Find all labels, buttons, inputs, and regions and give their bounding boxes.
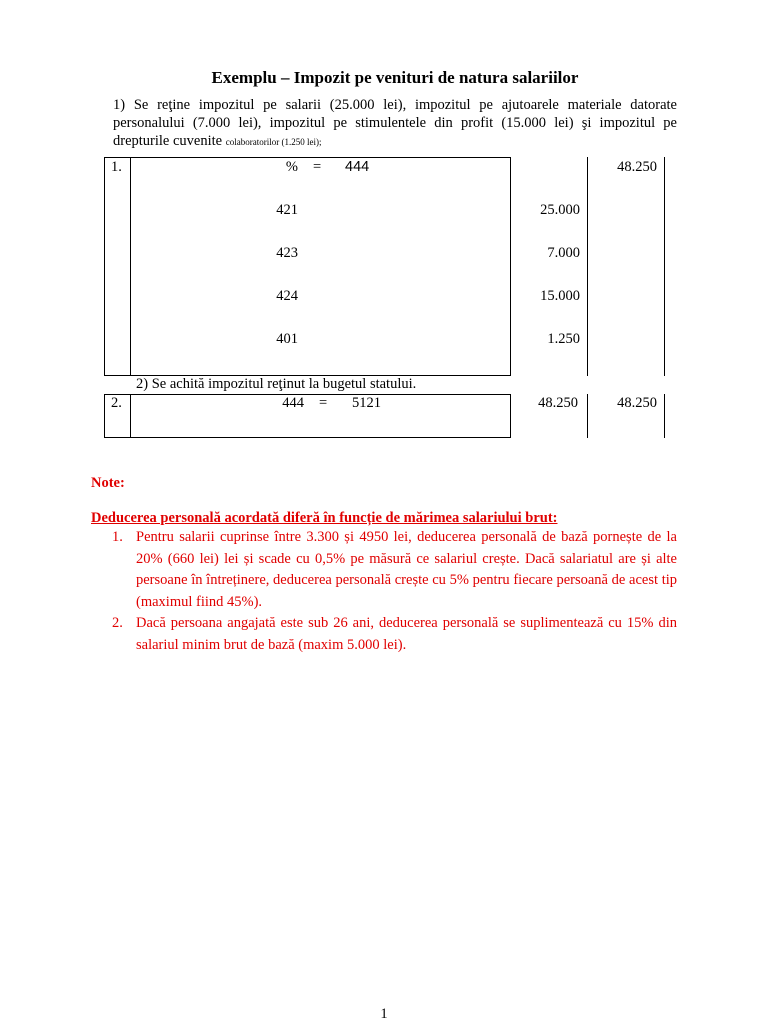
entry2-left-border	[104, 394, 105, 438]
entry1-debit-account: %	[285, 159, 298, 175]
entry1-credit-account: 444	[345, 159, 370, 175]
notes-heading: Deducerea personală acordată diferă în funcție de mărimea salariului brut:	[91, 510, 558, 526]
entry2-number-divider	[130, 394, 131, 438]
document-title: Exemplu – Impozit pe venituri de natura salariilor	[211, 68, 579, 87]
entry2-equals: =	[319, 395, 328, 411]
entry1-right-border	[510, 157, 511, 376]
notes-label: Note:	[91, 475, 125, 491]
list-item-text: Dacă persoana angajată este sub 26 ani, deducerea personală se suplimentează cu 15% din salariul minim brut de bază (maxim 5.000 lei).	[136, 615, 677, 653]
entry2-credit-amount: 48.250	[617, 395, 657, 411]
entry1-total: 48.250	[617, 159, 657, 175]
entry1-number: 1.	[111, 159, 122, 175]
list-item-number: 1.	[112, 529, 123, 545]
entry2-debit-account: 444	[282, 395, 304, 411]
list-item	[91, 527, 677, 613]
entry2-number: 2.	[111, 395, 122, 411]
list-item-number: 2.	[112, 615, 123, 631]
entry1-line-amount: 25.000	[540, 202, 580, 218]
entry1-top-border	[104, 157, 511, 158]
entry2-bottom-border	[104, 437, 511, 438]
entry2-top-border	[104, 394, 511, 395]
entry2-description: 2) Se achită impozitul reţinut la bugetul statului.	[136, 376, 417, 392]
entry1-line-amount: 1.250	[547, 331, 580, 347]
entry2-credit-account: 5121	[352, 395, 381, 411]
list-item-text: Pentru salarii cuprinse între 3.300 și 4950 lei, deducerea personală de bază pornește de la 20% (660 lei) lei și scade cu 0,5% pe măsură ce salariul crește. Dacă salariatul are și alte persoane în întreținere, deducerea personală crește cu 5% pentru fiecare persoană de acest tip (maximul fiind 45%).	[136, 529, 677, 610]
entry1-equals: =	[313, 159, 322, 175]
page-number: 1	[380, 1006, 388, 1022]
intro-paragraph	[113, 96, 677, 151]
entry1-line-account: 423	[276, 245, 298, 261]
intro-small-text: colaboratorilor (1.250 lei);	[225, 137, 322, 147]
entry1-left-border	[104, 157, 105, 376]
entry1-number-divider	[130, 157, 131, 376]
entry1-line-account: 401	[276, 331, 298, 347]
entry1-line-amount: 15.000	[540, 288, 580, 304]
notes-list	[91, 527, 677, 656]
entry2-credit-column-line	[664, 394, 665, 438]
list-item	[91, 613, 677, 656]
entry1-line-amount: 7.000	[547, 245, 580, 261]
entry1-credit-column-line	[664, 157, 665, 376]
entry2-right-border	[510, 394, 511, 438]
intro-text: 1) Se reţine impozitul pe salarii (25.000 lei), impozitul pe ajutoarele materiale datorate personalului (7.000 lei), impozitul pe stimulentele din profit (15.000 lei) şi impozitul pe drepturile cuvenite	[113, 97, 677, 149]
entry1-line-account: 421	[276, 202, 298, 218]
entry2-debit-amount: 48.250	[538, 395, 578, 411]
entry2-debit-column-line	[587, 394, 588, 438]
entry1-line-account: 424	[276, 288, 298, 304]
entry1-debit-column-line	[587, 157, 588, 376]
